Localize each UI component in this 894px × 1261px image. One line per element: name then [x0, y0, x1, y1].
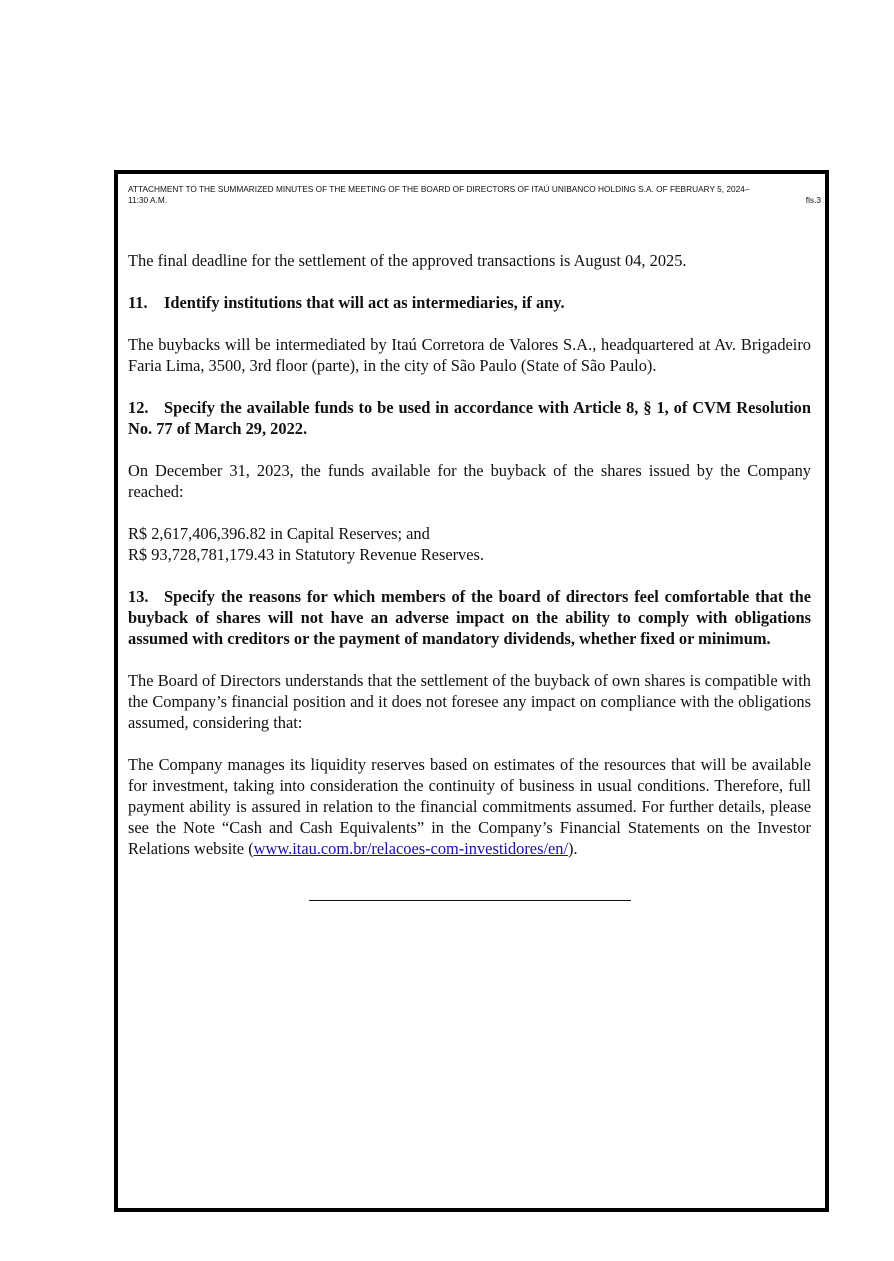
- document-body: [128, 250, 811, 906]
- section-13-title: Specify the reasons for which members of the board of directors feel comfortable that the buyback of shares will not have an adverse impact on the ability to comply with obligations assumed with creditors or the payment of mandatory dividends, whether fixed or minimum.: [128, 587, 811, 648]
- header-page-number: fls.3: [805, 195, 821, 205]
- link-close-paren: ).: [568, 839, 578, 858]
- section-13-body-2: [128, 754, 811, 859]
- section-11-heading: [128, 292, 811, 313]
- section-11-number: 11.: [128, 293, 148, 312]
- statutory-reserves-line: R$ 93,728,781,179.43 in Statutory Revenue Reserves.: [128, 545, 484, 564]
- section-13-heading: [128, 586, 811, 649]
- section-11-title: Identify institutions that will act as intermediaries, if any.: [164, 293, 565, 312]
- section-12-title: Specify the available funds to be used in accordance with Article 8, § 1, of CVM Resolution No. 77 of March 29, 2022.: [128, 398, 811, 438]
- end-divider: [309, 899, 631, 901]
- section-13-number: 13.: [128, 587, 149, 606]
- section-11-body: The buybacks will be intermediated by Itaú Corretora de Valores S.A., headquartered at Av. Brigadeiro Faria Lima, 3500, 3rd floor (parte), in the city of São Paulo (State of São Paulo).: [128, 335, 811, 375]
- section-13-body-1: The Board of Directors understands that the settlement of the buyback of own shares is compatible with the Company’s financial position and it does not foresee any impact on compliance with the obligations assumed, considering that:: [128, 671, 811, 732]
- end-rule-wrapper: [128, 885, 811, 906]
- section-13-body-2-text: The Company manages its liquidity reserves based on estimates of the resources that will be available for investment, taking into consideration the continuity of business in usual conditions. Therefore, full payment ability is assured in relation to the financial commitments assumed. For further details, please see the Note “Cash and Cash Equivalents” in the Company’s Financial Statements on the Investor Relations website: [128, 755, 811, 858]
- section-12-heading: [128, 397, 811, 439]
- page-header: [128, 184, 821, 206]
- section-12-number: 12.: [128, 398, 149, 417]
- investor-relations-link[interactable]: www.itau.com.br/relacoes-com-investidores/en/: [253, 839, 569, 858]
- link-open-paren: (: [248, 839, 254, 858]
- header-time: 11:30 A.M.: [128, 195, 168, 205]
- intro-paragraph: The final deadline for the settlement of the approved transactions is August 04, 2025.: [128, 251, 687, 270]
- section-12-body: On December 31, 2023, the funds available for the buyback of the shares issued by the Company reached:: [128, 461, 811, 501]
- header-title: ATTACHMENT TO THE SUMMARIZED MINUTES OF THE MEETING OF THE BOARD OF DIRECTORS OF ITAÚ UNIBANCO HOLDING S.A. OF FEBRUARY 5, 2024–: [128, 184, 750, 194]
- capital-reserves-line: R$ 2,617,406,396.82 in Capital Reserves; and: [128, 524, 430, 543]
- page-frame: [114, 170, 829, 1212]
